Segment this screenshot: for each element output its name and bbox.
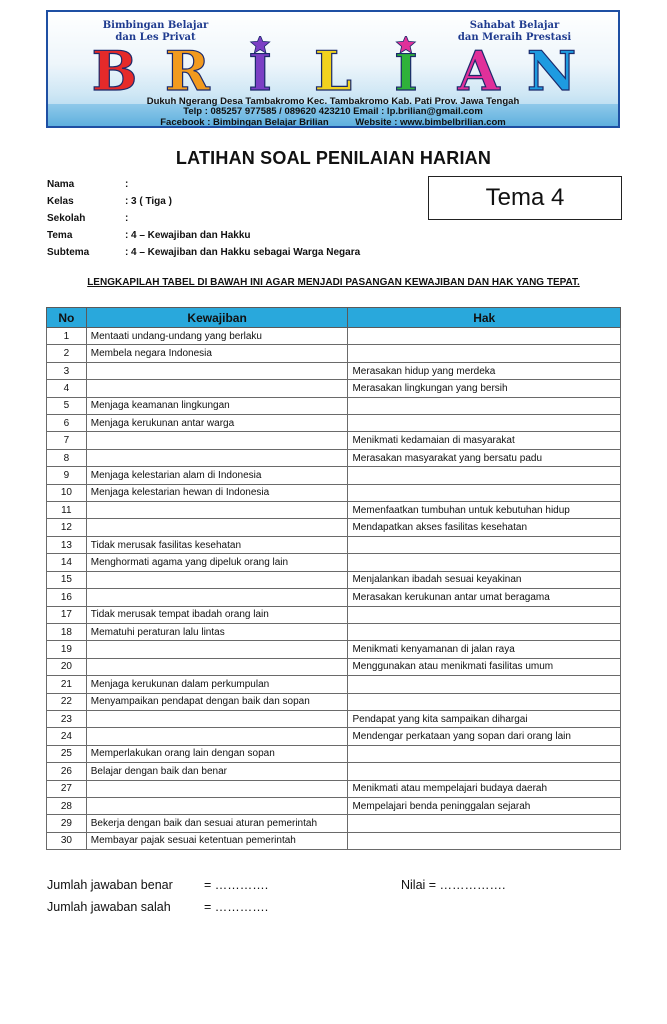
table-row <box>47 606 621 623</box>
cell-no: 15 <box>47 571 87 588</box>
table-row <box>47 467 621 484</box>
banner-tagline-left-line2: dan Les Privat <box>115 32 196 43</box>
cell-hak: Merasakan lingkungan yang bersih <box>348 380 621 397</box>
cell-no: 3 <box>47 362 87 379</box>
table-row <box>47 641 621 658</box>
info-colon: : <box>125 196 129 207</box>
cell-hak <box>348 484 621 501</box>
cell-hak: Mempelajari benda peninggalan sejarah <box>348 797 621 814</box>
brand-letter: I <box>248 43 272 94</box>
cell-no: 28 <box>47 797 87 814</box>
score-salah <box>47 900 268 914</box>
table-row <box>47 397 621 414</box>
cell-hak: Mendapatkan akses fasilitas kesehatan <box>348 519 621 536</box>
cell-no: 19 <box>47 641 87 658</box>
cell-kewajiban <box>86 589 348 606</box>
info-label: Sekolah <box>47 213 86 224</box>
brand-letter: R <box>164 39 210 94</box>
brand-letter: B <box>91 39 138 94</box>
cell-no: 26 <box>47 763 87 780</box>
table-row <box>47 797 621 814</box>
cell-kewajiban: Menjaga kerukunan antar warga <box>86 415 348 432</box>
cell-no: 22 <box>47 693 87 710</box>
cell-no: 5 <box>47 397 87 414</box>
cell-kewajiban <box>86 728 348 745</box>
cell-kewajiban <box>86 519 348 536</box>
banner-tagline-left-line1: Bimbingan Belajar <box>102 20 209 31</box>
cell-kewajiban <box>86 380 348 397</box>
kewajiban-hak-table <box>46 307 621 850</box>
cell-no: 25 <box>47 745 87 762</box>
cell-no: 11 <box>47 502 87 519</box>
cell-kewajiban <box>86 780 348 797</box>
banner-website: Website : www.bimbelbrilian.com <box>355 117 506 128</box>
cell-kewajiban: Bekerja dengan baik dan sesuai aturan pemerintah <box>86 815 348 832</box>
header-no: No <box>47 308 87 328</box>
cell-kewajiban: Menjaga kelestarian hewan di Indonesia <box>86 484 348 501</box>
cell-kewajiban: Menyampaikan pendapat dengan baik dan sopan <box>86 693 348 710</box>
cell-hak: Menikmati kedamaian di masyarakat <box>348 432 621 449</box>
cell-hak <box>348 763 621 780</box>
cell-no: 17 <box>47 606 87 623</box>
info-colon: : <box>125 247 129 258</box>
cell-no: 29 <box>47 815 87 832</box>
cell-hak <box>348 467 621 484</box>
brand-letter: I <box>394 43 418 94</box>
table-row <box>47 449 621 466</box>
cell-hak: Memenfaatkan tumbuhan untuk kebutuhan hidup <box>348 502 621 519</box>
table-row <box>47 589 621 606</box>
table-row <box>47 554 621 571</box>
score-nilai: Nilai = ……………. <box>401 878 506 892</box>
table-row <box>47 362 621 379</box>
cell-kewajiban <box>86 797 348 814</box>
table-row <box>47 345 621 362</box>
cell-kewajiban <box>86 571 348 588</box>
cell-hak <box>348 536 621 553</box>
cell-no: 16 <box>47 589 87 606</box>
table-row <box>47 676 621 693</box>
banner-tagline-right-line2: dan Meraih Prestasi <box>457 32 572 43</box>
cell-kewajiban: Memperlakukan orang lain dengan sopan <box>86 745 348 762</box>
score-benar <box>47 878 268 892</box>
cell-no: 20 <box>47 658 87 675</box>
info-row-kelas <box>47 193 360 210</box>
cell-hak <box>348 676 621 693</box>
header-banner <box>46 10 620 128</box>
table-header-row <box>47 308 621 328</box>
info-row-subtema <box>47 244 360 261</box>
cell-kewajiban <box>86 641 348 658</box>
info-colon: : <box>125 230 129 241</box>
table-row <box>47 832 621 849</box>
banner-facebook: Facebook : Bimbingan Belajar Brilian <box>160 117 329 128</box>
info-colon: : <box>125 213 129 224</box>
cell-kewajiban <box>86 432 348 449</box>
cell-hak: Pendapat yang kita sampaikan dihargai <box>348 710 621 727</box>
cell-kewajiban: Menjaga keamanan lingkungan <box>86 397 348 414</box>
cell-hak: Merasakan hidup yang merdeka <box>348 362 621 379</box>
cell-kewajiban: Membayar pajak sesuai ketentuan pemerintah <box>86 832 348 849</box>
cell-no: 9 <box>47 467 87 484</box>
info-label: Tema <box>47 230 73 241</box>
cell-hak: Merasakan kerukunan antar umat beragama <box>348 589 621 606</box>
cell-hak <box>348 832 621 849</box>
cell-hak <box>348 345 621 362</box>
table-row <box>47 693 621 710</box>
cell-kewajiban: Tidak merusak fasilitas kesehatan <box>86 536 348 553</box>
cell-kewajiban <box>86 449 348 466</box>
cell-no: 23 <box>47 710 87 727</box>
cell-hak: Menjalankan ibadah sesuai keyakinan <box>348 571 621 588</box>
table-row <box>47 328 621 345</box>
cell-kewajiban: Belajar dengan baik dan benar <box>86 763 348 780</box>
table-row <box>47 536 621 553</box>
cell-kewajiban: Mentaati undang-undang yang berlaku <box>86 328 348 345</box>
table-row <box>47 710 621 727</box>
cell-no: 4 <box>47 380 87 397</box>
cell-hak: Mendengar perkataan yang sopan dari orang lain <box>348 728 621 745</box>
cell-hak <box>348 328 621 345</box>
table-row <box>47 623 621 640</box>
banner-tagline-right-line1: Sahabat Belajar <box>469 20 560 31</box>
table-row <box>47 519 621 536</box>
cell-no: 10 <box>47 484 87 501</box>
score-benar-label: Jumlah jawaban benar <box>47 878 173 892</box>
cell-hak: Menikmati kenyamanan di jalan raya <box>348 641 621 658</box>
cell-no: 24 <box>47 728 87 745</box>
table-row <box>47 763 621 780</box>
cell-kewajiban <box>86 362 348 379</box>
cell-no: 1 <box>47 328 87 345</box>
cell-hak <box>348 623 621 640</box>
cell-no: 21 <box>47 676 87 693</box>
cell-hak <box>348 606 621 623</box>
cell-hak: Menggunakan atau menikmati fasilitas umum <box>348 658 621 675</box>
table-row <box>47 415 621 432</box>
table-row <box>47 502 621 519</box>
cell-kewajiban: Tidak merusak tempat ibadah orang lain <box>86 606 348 623</box>
cell-hak <box>348 745 621 762</box>
info-value: 4 – Kewajiban dan Hakku <box>131 230 251 241</box>
info-row-sekolah <box>47 210 360 227</box>
info-row-tema <box>47 227 360 244</box>
cell-hak <box>348 397 621 414</box>
table-row <box>47 380 621 397</box>
table-body <box>47 328 621 850</box>
table-row <box>47 571 621 588</box>
cell-no: 30 <box>47 832 87 849</box>
banner-address: Dukuh Ngerang Desa Tambakromo Kec. Tambakromo Kab. Pati Prov. Jawa Tengah <box>146 96 520 107</box>
table-row <box>47 484 621 501</box>
table-row <box>47 745 621 762</box>
cell-hak <box>348 815 621 832</box>
tema-box: Tema 4 <box>428 176 622 220</box>
cell-hak <box>348 415 621 432</box>
banner-social <box>48 117 618 128</box>
cell-no: 8 <box>47 449 87 466</box>
header-hak: Hak <box>348 308 621 328</box>
cell-no: 14 <box>47 554 87 571</box>
brand-letter: A <box>457 39 500 94</box>
cell-kewajiban: Menghormati agama yang dipeluk orang lain <box>86 554 348 571</box>
brand-letter: L <box>314 39 352 94</box>
table-row <box>47 815 621 832</box>
table-row <box>47 780 621 797</box>
table-row <box>47 658 621 675</box>
info-colon: : <box>125 179 129 190</box>
cell-kewajiban <box>86 658 348 675</box>
cell-kewajiban: Mematuhi peraturan lalu lintas <box>86 623 348 640</box>
banner-contact: Telp : 085257 977585 / 089620 423210 Email : lp.brilian@gmail.com <box>183 106 483 117</box>
info-label: Nama <box>47 179 75 190</box>
page-title: LATIHAN SOAL PENILAIAN HARIAN <box>175 148 492 168</box>
cell-no: 18 <box>47 623 87 640</box>
cell-kewajiban: Menjaga kelestarian alam di Indonesia <box>86 467 348 484</box>
info-row-nama <box>47 176 360 193</box>
student-info <box>47 176 360 261</box>
cell-hak: Merasakan masyarakat yang bersatu padu <box>348 449 621 466</box>
table-row <box>47 432 621 449</box>
header-kewajiban: Kewajiban <box>86 308 348 328</box>
cell-kewajiban: Menjaga kerukunan dalam perkumpulan <box>86 676 348 693</box>
cell-kewajiban <box>86 710 348 727</box>
cell-no: 27 <box>47 780 87 797</box>
cell-kewajiban: Membela negara Indonesia <box>86 345 348 362</box>
score-benar-value: = …………. <box>204 878 269 892</box>
cell-no: 12 <box>47 519 87 536</box>
score-salah-value: = …………. <box>204 900 269 914</box>
cell-hak <box>348 693 621 710</box>
cell-hak <box>348 554 621 571</box>
cell-no: 7 <box>47 432 87 449</box>
info-label: Subtema <box>47 247 90 258</box>
table-row <box>47 728 621 745</box>
info-label: Kelas <box>47 196 74 207</box>
cell-no: 13 <box>47 536 87 553</box>
cell-no: 2 <box>47 345 87 362</box>
score-salah-label: Jumlah jawaban salah <box>47 900 171 914</box>
instruction-text: LENGKAPILAH TABEL DI BAWAH INI AGAR MENJADI PASANGAN KEWAJIBAN DAN HAK YANG TEPAT. <box>87 277 580 288</box>
brand-letter: N <box>526 39 577 94</box>
info-value: 4 – Kewajiban dan Hakku sebagai Warga Negara <box>131 247 361 258</box>
cell-hak: Menikmati atau mempelajari budaya daerah <box>348 780 621 797</box>
cell-no: 6 <box>47 415 87 432</box>
cell-kewajiban <box>86 502 348 519</box>
brand-logo <box>78 36 588 94</box>
info-value: 3 ( Tiga ) <box>131 196 172 207</box>
